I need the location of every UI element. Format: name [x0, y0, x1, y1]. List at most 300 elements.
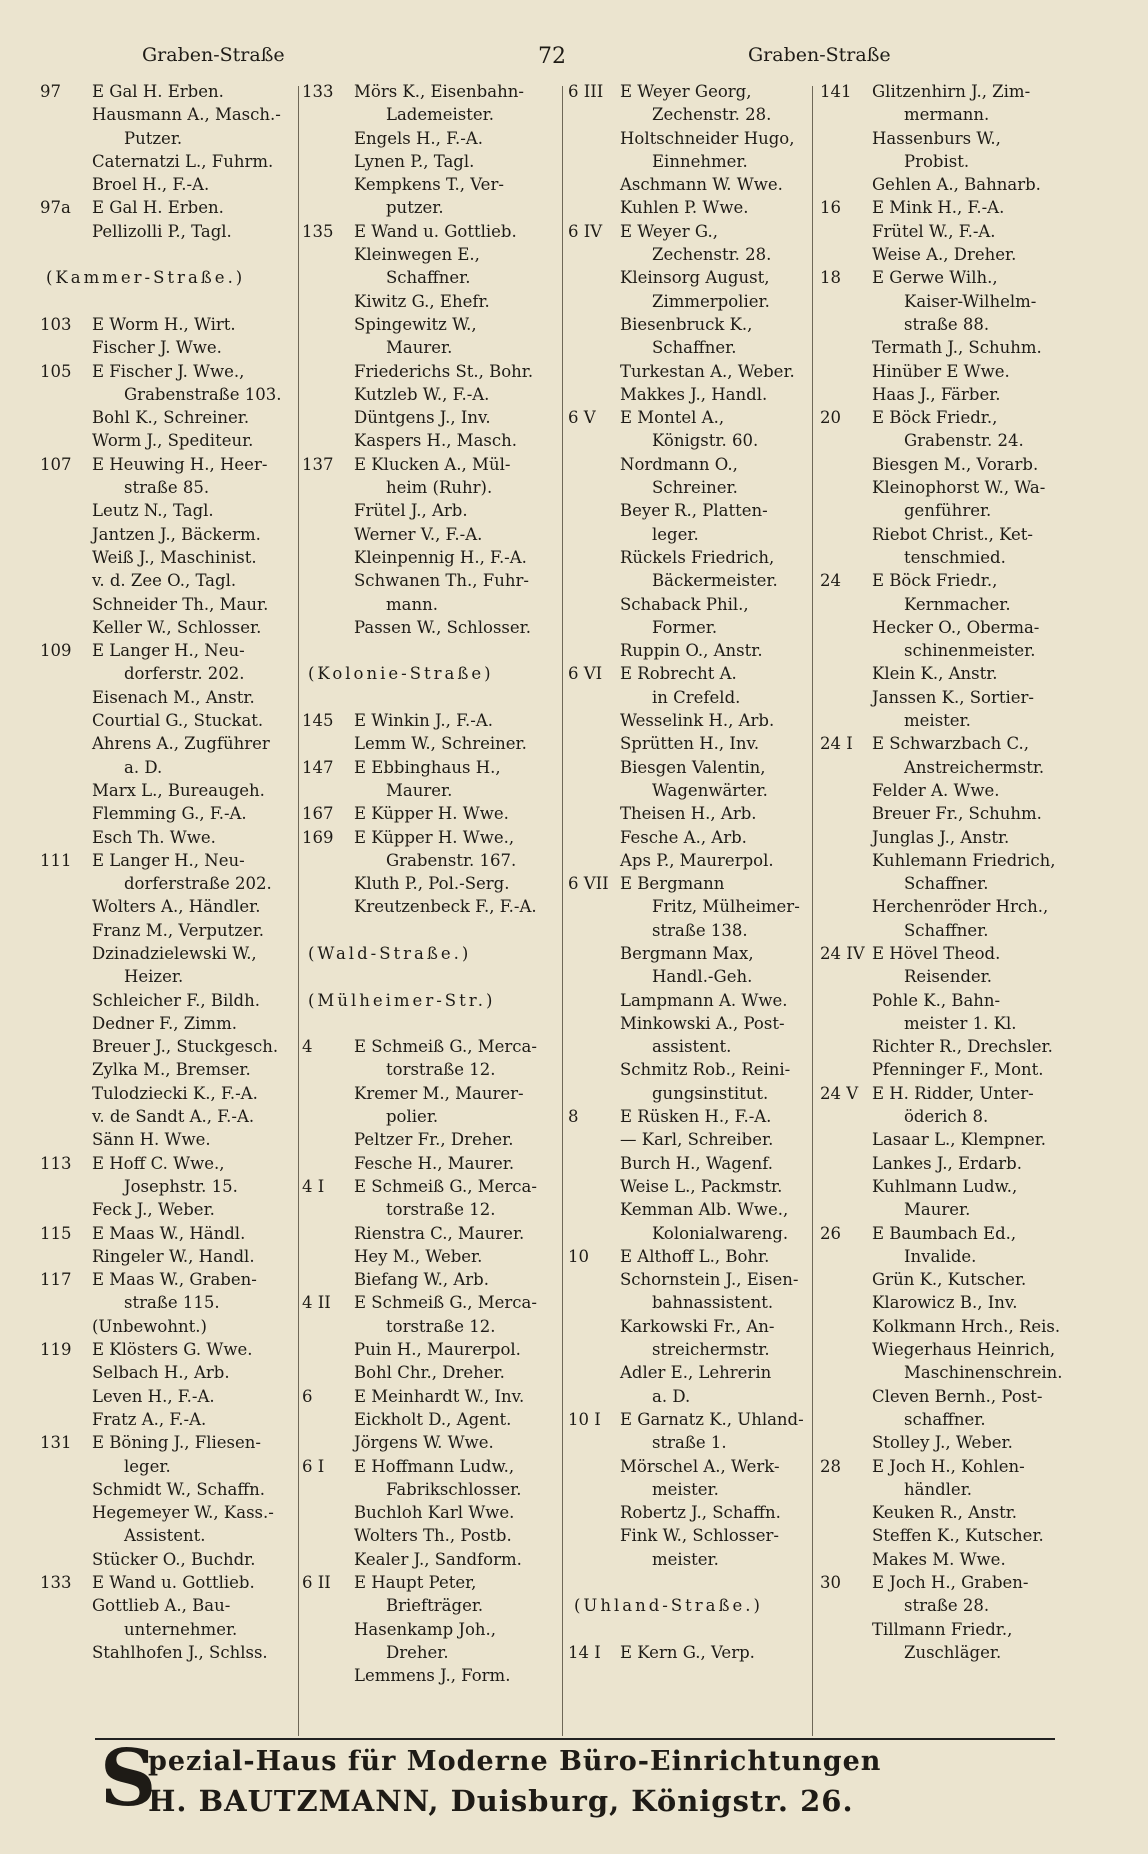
resident-entry: Broel H., F.-A.: [92, 175, 210, 195]
resident-entry: Hegemeyer W., Kass.-: [92, 1503, 274, 1523]
resident-entry: Kaspers H., Masch.: [354, 431, 517, 451]
resident-entry: Sänn H. Wwe.: [92, 1130, 211, 1150]
house-number: 137: [302, 454, 334, 474]
entry-continuation: Kolonialwareng.: [652, 1223, 789, 1243]
resident-entry: Kuhlmann Ludw.,: [872, 1176, 1018, 1196]
entry-continuation: Zuschläger.: [904, 1642, 1002, 1662]
resident-entry: Leutz N., Tagl.: [92, 501, 214, 521]
resident-entry: — Karl, Schreiber.: [620, 1130, 774, 1150]
house-number: 141: [820, 82, 852, 101]
house-number: 6 I: [302, 1456, 325, 1476]
resident-entry: E Worm H., Wirt.: [92, 314, 236, 334]
house-number: 6 VI: [568, 664, 603, 684]
resident-entry: Düntgens J., Inv.: [354, 408, 491, 428]
resident-entry: Kuhlen P. Wwe.: [620, 198, 749, 218]
resident-entry: Bohl Chr., Dreher.: [354, 1363, 505, 1383]
house-number: 28: [820, 1456, 841, 1476]
resident-entry: Cleven Bernh., Post-: [872, 1386, 1043, 1406]
entry-continuation: torstraße 12.: [386, 1060, 496, 1080]
resident-entry: E Gal H. Erben.: [92, 82, 224, 101]
house-entry: [568, 1245, 810, 1268]
house-entry: [820, 942, 1080, 965]
resident-entry: Eisenach M., Anstr.: [92, 687, 255, 707]
entry-continuation: dorferstraße 202.: [124, 874, 272, 894]
resident-entry: Schleicher F., Bildh.: [92, 990, 260, 1010]
spacer: [40, 243, 295, 266]
resident-entry: Schmitz Rob., Reini-: [620, 1060, 791, 1080]
resident-entry: Makkes J., Handl.: [620, 384, 768, 404]
resident-entry: Felder A. Wwe.: [872, 780, 1000, 800]
house-number: 115: [40, 1223, 72, 1243]
house-number: 10 I: [568, 1409, 601, 1429]
resident-entry: Kleinwegen E.,: [354, 245, 480, 265]
resident-entry: Lampmann A. Wwe.: [620, 990, 788, 1010]
entry-continuation: Grabenstraße 103.: [124, 384, 282, 404]
entry-continuation: Einnehmer.: [652, 151, 748, 171]
resident-entry: Lasaar L., Klempner.: [872, 1130, 1047, 1150]
resident-entry: Flemming G., F.-A.: [92, 804, 247, 824]
resident-entry: Feck J., Weber.: [92, 1200, 215, 1220]
house-number: 18: [820, 268, 841, 288]
resident-entry: Biesenbruck K.,: [620, 314, 753, 334]
house-number: 107: [40, 454, 72, 474]
spacer: [302, 1012, 557, 1035]
entry-continuation: straße 28.: [904, 1596, 990, 1616]
house-number: 147: [302, 757, 334, 777]
entry-continuation: Königstr. 60.: [652, 431, 759, 451]
house-entry: [40, 1152, 295, 1175]
entry-continuation: Assistent.: [124, 1526, 206, 1546]
house-number: 133: [40, 1573, 72, 1592]
resident-entry: Aschmann W. Wwe.: [620, 175, 783, 195]
entry-continuation: öderich 8.: [904, 1107, 989, 1127]
entry-continuation: Lademeister.: [386, 105, 494, 125]
resident-entry: Kluth P., Pol.-Serg.: [354, 874, 510, 894]
house-entry: [820, 266, 1080, 289]
resident-entry: Spingewitz W.,: [354, 314, 477, 334]
resident-entry: E Ebbinghaus H.,: [354, 757, 501, 777]
resident-entry: E Schmeiß G., Merca-: [354, 1037, 537, 1057]
house-entry: [40, 360, 295, 383]
advert-rule: [95, 1738, 1055, 1740]
entry-continuation: Schaffner.: [386, 268, 471, 288]
entry-continuation: Schaffner.: [904, 874, 989, 894]
column-divider: [562, 86, 563, 1736]
house-number: 6: [302, 1386, 313, 1406]
resident-entry: Grün K., Kutscher.: [872, 1270, 1027, 1290]
resident-entry: Sprütten H., Inv.: [620, 734, 760, 754]
resident-entry: Bergmann Max,: [620, 943, 754, 963]
street-heading: (Wald-Straße.): [308, 943, 472, 963]
resident-entry: E Klucken A., Mül-: [354, 454, 511, 474]
entry-continuation: heim (Ruhr).: [386, 478, 493, 498]
house-entry: [820, 80, 1080, 103]
house-entry: [568, 1641, 810, 1664]
resident-entry: E Haupt Peter,: [354, 1573, 477, 1592]
resident-entry: E Garnatz K., Uhland-: [620, 1409, 804, 1429]
resident-entry: E Rüsken H., F.-A.: [620, 1107, 772, 1127]
street-heading: (Mülheimer-Str.): [308, 990, 496, 1010]
resident-entry: Fesche H., Maurer.: [354, 1153, 515, 1173]
resident-entry: E H. Ridder, Unter-: [872, 1083, 1034, 1103]
resident-entry: Hassenburs W.,: [872, 128, 1001, 148]
house-entry: [40, 1268, 295, 1291]
resident-entry: Fink W., Schlosser-: [620, 1526, 779, 1546]
entry-continuation: meister.: [904, 711, 971, 731]
resident-entry: Junglas J., Anstr.: [872, 827, 1010, 847]
entry-continuation: Schaffner.: [904, 920, 989, 940]
house-number: 103: [40, 314, 72, 334]
advert-line-1: pezial-Haus für Moderne Büro-Einrichtungen: [148, 1746, 882, 1777]
house-entry: [302, 826, 557, 849]
house-number: 6 II: [302, 1573, 331, 1592]
advert-drop-cap: S: [100, 1733, 157, 1824]
resident-entry: Tillmann Friedr.,: [872, 1619, 1013, 1639]
resident-entry: Zylka M., Bremser.: [92, 1060, 251, 1080]
resident-entry: Hasenkamp Joh.,: [354, 1619, 497, 1639]
house-entry: [302, 1571, 557, 1594]
spacer: [302, 965, 557, 988]
resident-entry: E Kern G., Verp.: [620, 1642, 755, 1662]
entry-continuation: Zimmerpolier.: [652, 291, 770, 311]
street-heading: (Kolonie-Straße): [308, 664, 494, 684]
entry-continuation: mann.: [386, 594, 438, 614]
house-number: 117: [40, 1270, 72, 1290]
house-entry: [40, 80, 295, 103]
street-heading: (Uhland-Straße.): [574, 1596, 763, 1616]
house-number: 4 I: [302, 1176, 325, 1196]
house-entry: [568, 1408, 810, 1431]
resident-entry: E Maas W., Händl.: [92, 1223, 246, 1243]
resident-entry: E Baumbach Ed.,: [872, 1223, 1017, 1243]
house-number: 16: [820, 198, 841, 218]
entry-continuation: Kernmacher.: [904, 594, 1011, 614]
resident-entry: Mörschel A., Werk-: [620, 1456, 780, 1476]
entry-continuation: Heizer.: [124, 967, 184, 987]
house-number: 10: [568, 1246, 589, 1266]
resident-entry: E Maas W., Graben-: [92, 1270, 257, 1290]
entry-continuation: leger.: [124, 1456, 171, 1476]
resident-entry: Lankes J., Erdarb.: [872, 1153, 1022, 1173]
house-number: 20: [820, 408, 841, 428]
resident-entry: Stahlhofen J., Schlss.: [92, 1642, 268, 1662]
resident-entry: Marx L., Bureaugeh.: [92, 780, 265, 800]
house-entry: [820, 406, 1080, 429]
resident-entry: Minkowski A., Post-: [620, 1013, 785, 1033]
entry-continuation: Former.: [652, 617, 718, 637]
entry-continuation: Fabrikschlosser.: [386, 1479, 522, 1499]
house-entry: [40, 313, 295, 336]
entry-continuation: Briefträger.: [386, 1596, 484, 1616]
resident-entry: Steffen K., Kutscher.: [872, 1526, 1044, 1546]
resident-entry: Rienstra C., Maurer.: [354, 1223, 525, 1243]
entry-continuation: leger.: [652, 524, 699, 544]
resident-entry: E Robrecht A.: [620, 664, 737, 684]
house-entry: [302, 1291, 557, 1314]
resident-entry: E Althoff L., Bohr.: [620, 1246, 770, 1266]
resident-entry: Bohl K., Schreiner.: [92, 408, 250, 428]
house-entry: [40, 453, 295, 476]
resident-entry: Puin H., Maurerpol.: [354, 1340, 521, 1360]
resident-entry: Makes M. Wwe.: [872, 1549, 1006, 1569]
spacer: [302, 639, 557, 662]
entry-continuation: schinenmeister.: [904, 641, 1036, 661]
entry-continuation: assistent.: [652, 1037, 732, 1057]
entry-continuation: Probist.: [904, 151, 970, 171]
resident-entry: E Winkin J., F.-A.: [354, 711, 493, 731]
resident-entry: Biesgen M., Vorarb.: [872, 454, 1039, 474]
house-number: 6 IV: [568, 221, 603, 241]
entry-continuation: straße 1.: [652, 1433, 727, 1453]
resident-entry: Courtial G., Stuckat.: [92, 711, 264, 731]
resident-entry: Schmidt W., Schaffn.: [92, 1479, 265, 1499]
entry-continuation: Schreiner.: [652, 478, 738, 498]
entry-continuation: Anstreichermstr.: [904, 757, 1045, 777]
house-entry: [40, 1431, 295, 1454]
resident-entry: E Klösters G. Wwe.: [92, 1340, 253, 1360]
resident-entry: Passen W., Schlosser.: [354, 617, 531, 637]
house-number: 24 V: [820, 1083, 859, 1103]
resident-entry: Kremer M., Maurer-: [354, 1083, 524, 1103]
entry-continuation: genführer.: [904, 501, 992, 521]
entry-continuation: Reisender.: [904, 967, 992, 987]
resident-entry: Keuken R., Anstr.: [872, 1503, 1018, 1523]
resident-entry: E Joch H., Kohlen-: [872, 1456, 1025, 1476]
resident-entry: Burch H., Wagenf.: [620, 1153, 773, 1173]
resident-entry: E Hoff C. Wwe.,: [92, 1153, 225, 1173]
spacer: [568, 1618, 810, 1641]
house-entry: [302, 80, 557, 103]
house-entry: [40, 196, 295, 219]
resident-entry: Schaback Phil.,: [620, 594, 749, 614]
house-number: 30: [820, 1573, 841, 1592]
directory-column-4: [820, 80, 1080, 1664]
entry-continuation: a. D.: [652, 1386, 691, 1406]
entry-continuation: torstraße 12.: [386, 1316, 496, 1336]
resident-entry: Keller W., Schlosser.: [92, 617, 262, 637]
house-entry: [40, 639, 295, 662]
entry-continuation: a. D.: [124, 757, 163, 777]
house-number: 24 IV: [820, 943, 865, 963]
house-entry: [820, 1222, 1080, 1245]
house-number: 6 III: [568, 82, 604, 101]
resident-entry: Dedner F., Zimm.: [92, 1013, 237, 1033]
resident-entry: Pfenninger F., Mont.: [872, 1060, 1044, 1080]
resident-entry: E Heuwing H., Heer-: [92, 454, 268, 474]
resident-entry: Herchenröder Hrch.,: [872, 897, 1049, 917]
resident-entry: E Schmeiß G., Merca-: [354, 1176, 537, 1196]
entry-continuation: gungsinstitut.: [652, 1083, 769, 1103]
resident-entry: E Böck Friedr.,: [872, 408, 998, 428]
resident-entry: Weise A., Dreher.: [872, 245, 1017, 265]
spacer: [568, 1571, 810, 1594]
resident-entry: E Böck Friedr.,: [872, 571, 998, 591]
resident-entry: Kolkmann Hrch., Reis.: [872, 1316, 1061, 1336]
house-number: 97a: [40, 198, 71, 218]
resident-entry: Kuhlemann Friedrich,: [872, 850, 1056, 870]
house-number: 133: [302, 82, 334, 101]
entry-continuation: in Crefeld.: [652, 687, 741, 707]
resident-entry: Termath J., Schuhm.: [872, 338, 1042, 358]
resident-entry: Worm J., Spediteur.: [92, 431, 254, 451]
resident-entry: Engels H., F.-A.: [354, 128, 483, 148]
house-number: 97: [40, 82, 61, 101]
house-entry: [568, 872, 810, 895]
entry-continuation: Handl.-Geh.: [652, 967, 753, 987]
resident-entry: Frütel W., F.-A.: [872, 221, 996, 241]
house-entry: [302, 1035, 557, 1058]
house-entry: [302, 1175, 557, 1198]
resident-entry: Lynen P., Tagl.: [354, 151, 475, 171]
resident-entry: Fischer J. Wwe.: [92, 338, 222, 358]
house-number: 26: [820, 1223, 841, 1243]
house-entry: [820, 732, 1080, 755]
resident-entry: Kealer J., Sandform.: [354, 1549, 522, 1569]
resident-entry: E Hoffmann Ludw.,: [354, 1456, 515, 1476]
resident-entry: Hey M., Weber.: [354, 1246, 483, 1266]
street-heading: (Kammer-Straße.): [46, 268, 246, 288]
resident-entry: E Gal H. Erben.: [92, 198, 224, 218]
resident-entry: Wolters Th., Postb.: [354, 1526, 512, 1546]
house-entry: [568, 80, 810, 103]
resident-entry: Leven H., F.-A.: [92, 1386, 215, 1406]
resident-entry: Breuer J., Stuckgesch.: [92, 1037, 279, 1057]
resident-entry: Ringeler W., Handl.: [92, 1246, 255, 1266]
resident-entry: E Montel A.,: [620, 408, 725, 428]
house-entry: [820, 1082, 1080, 1105]
resident-entry: Richter R., Drechsler.: [872, 1037, 1053, 1057]
house-entry: [820, 569, 1080, 592]
house-number: 8: [568, 1107, 579, 1127]
spacer: [302, 919, 557, 942]
resident-entry: E Küpper H. Wwe.: [354, 804, 509, 824]
house-entry: [820, 1571, 1080, 1594]
house-entry: [820, 196, 1080, 219]
resident-entry: Weise L., Packmstr.: [620, 1176, 783, 1196]
resident-entry: Pohle K., Bahn-: [872, 990, 1001, 1010]
resident-entry: Beyer R., Platten-: [620, 501, 768, 521]
entry-continuation: torstraße 12.: [386, 1200, 496, 1220]
resident-entry: v. de Sandt A., F.-A.: [92, 1107, 255, 1127]
house-entry: [302, 802, 557, 825]
house-number: 131: [40, 1433, 72, 1453]
entry-continuation: Maurer.: [386, 338, 453, 358]
entry-continuation: schaffner.: [904, 1409, 986, 1429]
entry-continuation: straße 138.: [652, 920, 748, 940]
entry-continuation: meister.: [652, 1479, 719, 1499]
resident-entry: Robertz J., Schaffn.: [620, 1503, 781, 1523]
resident-entry: Stolley J., Weber.: [872, 1433, 1013, 1453]
resident-entry: Hausmann A., Masch.-: [92, 105, 281, 125]
resident-entry: Nordmann O.,: [620, 454, 738, 474]
resident-entry: Theisen H., Arb.: [620, 804, 757, 824]
resident-entry: Schneider Th., Maur.: [92, 594, 269, 614]
resident-entry: Eickholt D., Agent.: [354, 1409, 512, 1429]
entry-continuation: straße 85.: [124, 478, 210, 498]
resident-entry: Riebot Christ., Ket-: [872, 524, 1033, 544]
resident-entry: E Wand u. Gottlieb.: [354, 221, 517, 241]
house-number: 167: [302, 804, 334, 824]
entry-continuation: bahnassistent.: [652, 1293, 774, 1313]
resident-entry: E Langer H., Neu-: [92, 850, 245, 870]
entry-continuation: Putzer.: [124, 128, 183, 148]
resident-entry: Friederichs St., Bohr.: [354, 361, 534, 381]
entry-continuation: meister 1. Kl.: [904, 1013, 1017, 1033]
resident-entry: Caternatzi L., Fuhrm.: [92, 151, 274, 171]
resident-entry: Hecker O., Oberma-: [872, 617, 1040, 637]
house-number: 135: [302, 221, 334, 241]
resident-entry: Aps P., Maurerpol.: [620, 850, 774, 870]
entry-continuation: Schaffner.: [652, 338, 737, 358]
house-number: 6 V: [568, 408, 596, 428]
resident-entry: E Wand u. Gottlieb.: [92, 1573, 255, 1592]
entry-continuation: unternehmer.: [124, 1619, 238, 1639]
resident-entry: Kleinpennig H., F.-A.: [354, 547, 527, 567]
resident-entry: Schwanen Th., Fuhr-: [354, 571, 529, 591]
resident-entry: Adler E., Lehrerin: [620, 1363, 772, 1383]
resident-entry: Jantzen J., Bäckerm.: [92, 524, 261, 544]
resident-entry: Frütel J., Arb.: [354, 501, 468, 521]
resident-entry: Ahrens A., Zugführer: [92, 734, 270, 754]
resident-entry: Kempkens T., Ver-: [354, 175, 504, 195]
entry-continuation: mermann.: [904, 105, 990, 125]
entry-continuation: Dreher.: [386, 1642, 449, 1662]
resident-entry: Janssen K., Sortier-: [872, 687, 1034, 707]
entry-continuation: händler.: [904, 1479, 973, 1499]
house-number: 105: [40, 361, 72, 381]
resident-entry: Glitzenhirn J., Zim-: [872, 82, 1031, 101]
resident-entry: Tulodziecki K., F.-A.: [92, 1083, 258, 1103]
entry-continuation: polier.: [386, 1107, 439, 1127]
resident-entry: E Fischer J. Wwe.,: [92, 361, 245, 381]
resident-entry: Karkowski Fr., An-: [620, 1316, 775, 1336]
entry-continuation: Bäckermeister.: [652, 571, 778, 591]
column-divider: [812, 86, 813, 1736]
resident-entry: Stücker O., Buchdr.: [92, 1549, 256, 1569]
house-number: 111: [40, 850, 72, 870]
house-entry: [568, 1105, 810, 1128]
house-entry: [40, 1222, 295, 1245]
resident-entry: Franz M., Verputzer.: [92, 920, 265, 940]
resident-entry: Peltzer Fr., Dreher.: [354, 1130, 514, 1150]
entry-continuation: Grabenstr. 24.: [904, 431, 1024, 451]
house-entry: [40, 1571, 295, 1594]
house-entry: [302, 453, 557, 476]
resident-entry: E Böning J., Fliesen-: [92, 1433, 261, 1453]
entry-continuation: straße 115.: [124, 1293, 220, 1313]
spacer: [302, 686, 557, 709]
house-entry: [302, 756, 557, 779]
entry-continuation: Maschinenschrein.: [904, 1363, 1063, 1383]
house-entry: [568, 406, 810, 429]
resident-entry: Wolters A., Händler.: [92, 897, 261, 917]
entry-continuation: Grabenstr. 167.: [386, 850, 517, 870]
resident-entry: Kiwitz G., Ehefr.: [354, 291, 490, 311]
resident-entry: Fesche A., Arb.: [620, 827, 747, 847]
resident-entry: Schornstein J., Eisen-: [620, 1270, 799, 1290]
resident-entry: Gottlieb A., Bau-: [92, 1596, 231, 1616]
resident-entry: Wiegerhaus Heinrich,: [872, 1340, 1056, 1360]
resident-entry: Werner V., F.-A.: [354, 524, 483, 544]
entry-continuation: Zechenstr. 28.: [652, 245, 772, 265]
entry-continuation: tenschmied.: [904, 547, 1006, 567]
entry-continuation: Zechenstr. 28.: [652, 105, 772, 125]
running-header-right: Graben-Straße: [748, 44, 891, 66]
house-number: 6 VII: [568, 874, 609, 894]
resident-entry: E Küpper H. Wwe.,: [354, 827, 515, 847]
resident-entry: Jörgens W. Wwe.: [354, 1433, 494, 1453]
advert-line-2: H. BAUTZMANN, Duisburg, Königstr. 26.: [148, 1784, 854, 1818]
